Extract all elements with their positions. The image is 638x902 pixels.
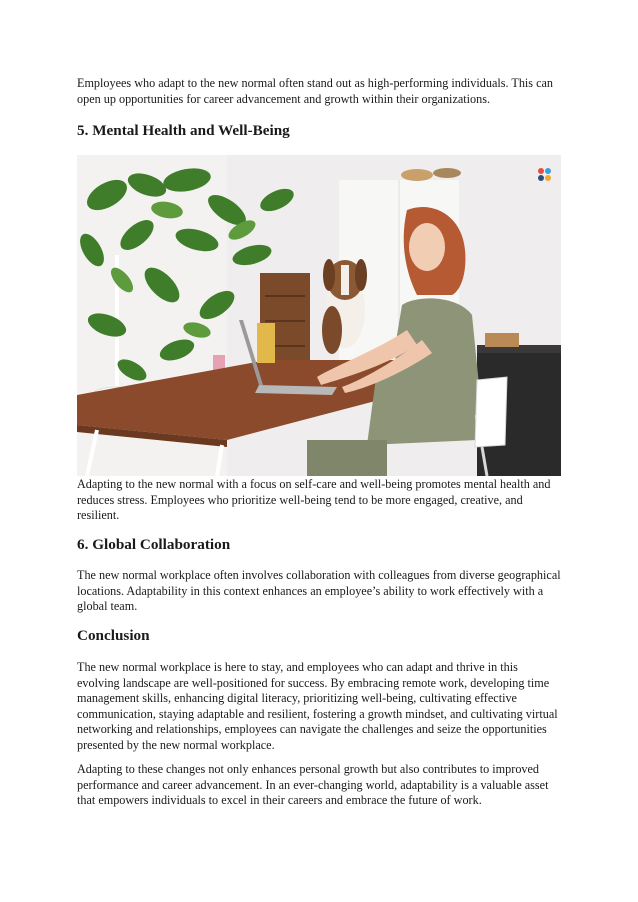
woman-working-with-dog-photo [77,155,561,476]
wellbeing-paragraph: Adapting to the new normal with a focus on self-care and well-being promotes mental health and reduces stress. Employees who prioritize well-being tend to be more engaged, creative, and resilient. [77,477,551,522]
heading-mental-health: 5. Mental Health and Well-Being [77,122,290,139]
intro-paragraph: Employees who adapt to the new normal often stand out as high-performing individuals. This can open up opportunities for career advancement and growth within their organizations. [77,76,554,106]
conclusion-paragraph-2: Adapting to these changes not only enhances personal growth but also contributes to improved performance and career advancement. In an ever-changing world, adaptability is a valuable asset that empowers individuals to excel in their careers and embrace the future of work. [77,762,549,807]
heading-conclusion: Conclusion [77,627,150,644]
heading-global-collaboration: 6. Global Collaboration [77,536,231,553]
global-paragraph: The new normal workplace often involves collaboration with colleagues from diverse geographical locations. Adaptability in this context enhances an employee’s ability to work effectively with a global team. [77,568,561,613]
photo-illustration [77,155,561,476]
conclusion-paragraph-1: The new normal workplace is here to stay, and employees who can adapt and thrive in this evolving landscape are well-positioned for success. By embracing remote work, developing time management skills, enhancing digital literacy, prioritizing well-being, cultivating effective communication, staying adaptable and resilient, fostering a growth mindset, and cultivating virtual networking and relationships, employees can navigate the challenges and seize the opportunities presented by the new normal workplace. [77,660,558,752]
